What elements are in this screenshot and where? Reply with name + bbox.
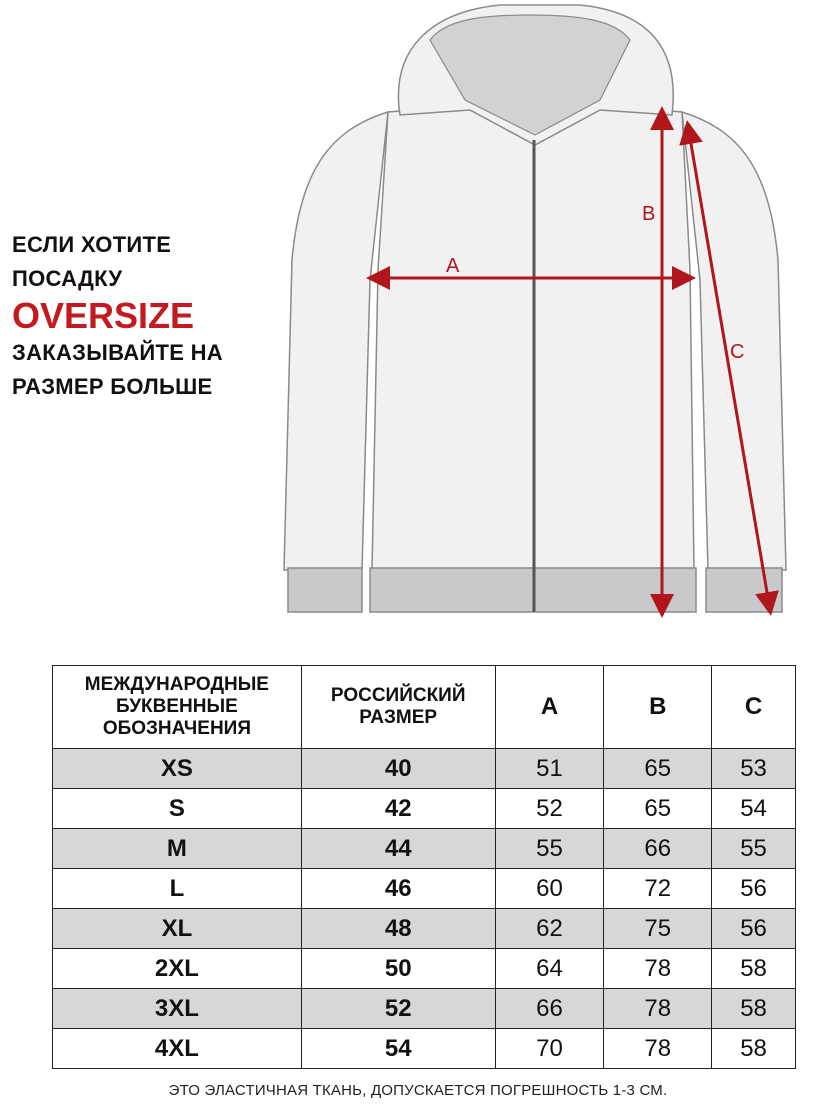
promo-line-4: РАЗМЕР БОЛЬШЕ <box>12 374 213 399</box>
cell-a: 62 <box>495 909 604 949</box>
cell-a: 64 <box>495 949 604 989</box>
cell-a: 66 <box>495 989 604 1029</box>
header-b: B <box>604 666 712 749</box>
size-chart-table <box>52 665 796 1069</box>
cell-ru-size: 48 <box>301 909 495 949</box>
cell-a: 52 <box>495 789 604 829</box>
header-international: МЕЖДУНАРОДНЫЕ БУКВЕННЫЕ ОБОЗНАЧЕНИЯ <box>53 666 302 749</box>
table-row <box>53 749 796 789</box>
cell-a: 60 <box>495 869 604 909</box>
table-row <box>53 989 796 1029</box>
cell-c: 58 <box>712 1029 796 1069</box>
table-header-row <box>53 666 796 749</box>
cell-letter: S <box>53 789 302 829</box>
label-a: A <box>446 255 460 277</box>
promo-highlight: OVERSIZE <box>12 295 195 336</box>
header-a: A <box>495 666 604 749</box>
cell-b: 65 <box>604 789 712 829</box>
cell-a: 70 <box>495 1029 604 1069</box>
cell-c: 55 <box>712 829 796 869</box>
cell-b: 78 <box>604 949 712 989</box>
table-row <box>53 789 796 829</box>
cell-b: 72 <box>604 869 712 909</box>
cell-ru-size: 54 <box>301 1029 495 1069</box>
tolerance-note: ЭТО ЭЛАСТИЧНАЯ ТКАНЬ, ДОПУСКАЕТСЯ ПОГРЕШНОСТЬ 1-3 СМ. <box>168 1082 668 1099</box>
cell-b: 78 <box>604 1029 712 1069</box>
cell-letter: XL <box>53 909 302 949</box>
cell-ru-size: 40 <box>301 749 495 789</box>
oversize-promo <box>12 228 282 404</box>
promo-line-1: ЕСЛИ ХОТИТЕ <box>12 232 172 257</box>
header-c: C <box>712 666 796 749</box>
cell-c: 56 <box>712 909 796 949</box>
promo-line-2: ПОСАДКУ <box>12 266 123 291</box>
cell-a: 55 <box>495 829 604 869</box>
cell-b: 78 <box>604 989 712 1029</box>
cell-letter: XS <box>53 749 302 789</box>
cell-c: 58 <box>712 989 796 1029</box>
cell-letter: 4XL <box>53 1029 302 1069</box>
cell-letter: 2XL <box>53 949 302 989</box>
cell-letter: 3XL <box>53 989 302 1029</box>
table-row <box>53 909 796 949</box>
cell-ru-size: 44 <box>301 829 495 869</box>
header-russian-size: РОССИЙСКИЙ РАЗМЕР <box>301 666 495 749</box>
cell-c: 58 <box>712 949 796 989</box>
cell-ru-size: 42 <box>301 789 495 829</box>
cell-letter: M <box>53 829 302 869</box>
table-row <box>53 829 796 869</box>
table-row <box>53 1029 796 1069</box>
hoodie-measurement-diagram <box>270 0 830 640</box>
table-row <box>53 869 796 909</box>
cell-letter: L <box>53 869 302 909</box>
cell-b: 75 <box>604 909 712 949</box>
cell-b: 65 <box>604 749 712 789</box>
label-b: B <box>642 203 656 225</box>
cell-a: 51 <box>495 749 604 789</box>
cell-c: 54 <box>712 789 796 829</box>
label-c: C <box>730 341 745 363</box>
table-row <box>53 949 796 989</box>
cell-c: 53 <box>712 749 796 789</box>
cell-ru-size: 52 <box>301 989 495 1029</box>
promo-line-3: ЗАКАЗЫВАЙТЕ НА <box>12 340 223 365</box>
cell-ru-size: 46 <box>301 869 495 909</box>
cell-b: 66 <box>604 829 712 869</box>
cell-ru-size: 50 <box>301 949 495 989</box>
cell-c: 56 <box>712 869 796 909</box>
